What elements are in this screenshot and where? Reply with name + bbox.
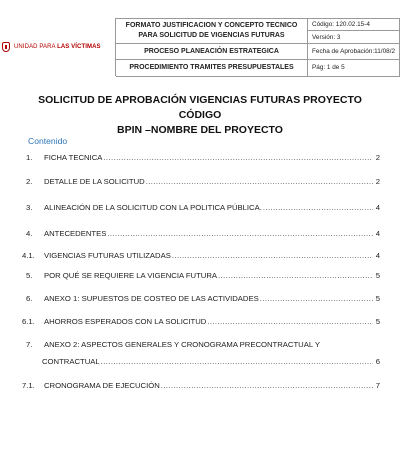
coat-of-arms-icon	[2, 42, 10, 52]
header-titles	[116, 18, 308, 76]
document-title: SOLICITUD DE APROBACIÓN VIGENCIAS FUTURAS PROYECTO CÓDIGO BPIN –NOMBRE DEL PROYECTO	[38, 94, 362, 136]
toc-entry[interactable]: 4.1. VIGENCIAS FUTURAS UTILIZADAS ..... 4	[26, 251, 380, 260]
document-code: Código: 120.02.15-4	[308, 18, 400, 31]
toc-heading: Contenido	[28, 136, 68, 146]
document-version: Versión: 3	[308, 31, 400, 44]
toc-entry[interactable]: 7. ANEXO 2: ASPECTOS GENERALES Y CRONOGRAMA PRECONTRACTUAL Y CONTRACTUAL ..... 6	[26, 340, 380, 366]
procedure-name: PROCEDIMIENTO TRAMITES PRESUPUESTALES	[129, 64, 294, 71]
header-metadata	[308, 18, 400, 76]
logo-text: UNIDAD PARA LAS VÍCTIMAS	[14, 44, 101, 50]
toc-entry[interactable]: 6. ANEXO 1: SUPUESTOS DE COSTEO DE LAS ACTIVIDADES ..... 5	[26, 294, 380, 303]
page-number: Pág: 1 de 5	[312, 64, 345, 71]
process-name: PROCESO PLANEACIÓN ESTRATEGICA	[116, 44, 307, 60]
logo	[0, 18, 116, 76]
toc-entry[interactable]: 6.1. AHORROS ESPERADOS CON LA SOLICITUD ..... 5	[26, 317, 380, 326]
toc-entry[interactable]: 4. ANTECEDENTES ..... 4	[26, 229, 380, 238]
toc-entry[interactable]: 2. DETALLE DE LA SOLICITUD ..... 2	[26, 177, 380, 186]
document-header	[0, 18, 400, 76]
toc-entry[interactable]: 5. POR QUÉ SE REQUIERE LA VIGENCIA FUTURA ..... 5	[26, 271, 380, 280]
toc-entry[interactable]: 3. ALINEACIÓN DE LA SOLICITUD CON LA POLITICA PÚBLICA. ..... 4	[26, 203, 380, 212]
toc-entry[interactable]: 7.1. CRONOGRAMA DE EJECUCIÓN ..... 7	[26, 381, 380, 390]
toc-entry[interactable]: 1. FICHA TECNICA ..... 2	[26, 153, 380, 162]
approval-date: Fecha de Aprobación:11/08/2	[308, 44, 400, 60]
form-title: FORMATO JUSTIFICACION Y CONCEPTO TECNICO PARA SOLICITUD DE VIGENCIAS FUTURAS	[116, 18, 307, 44]
